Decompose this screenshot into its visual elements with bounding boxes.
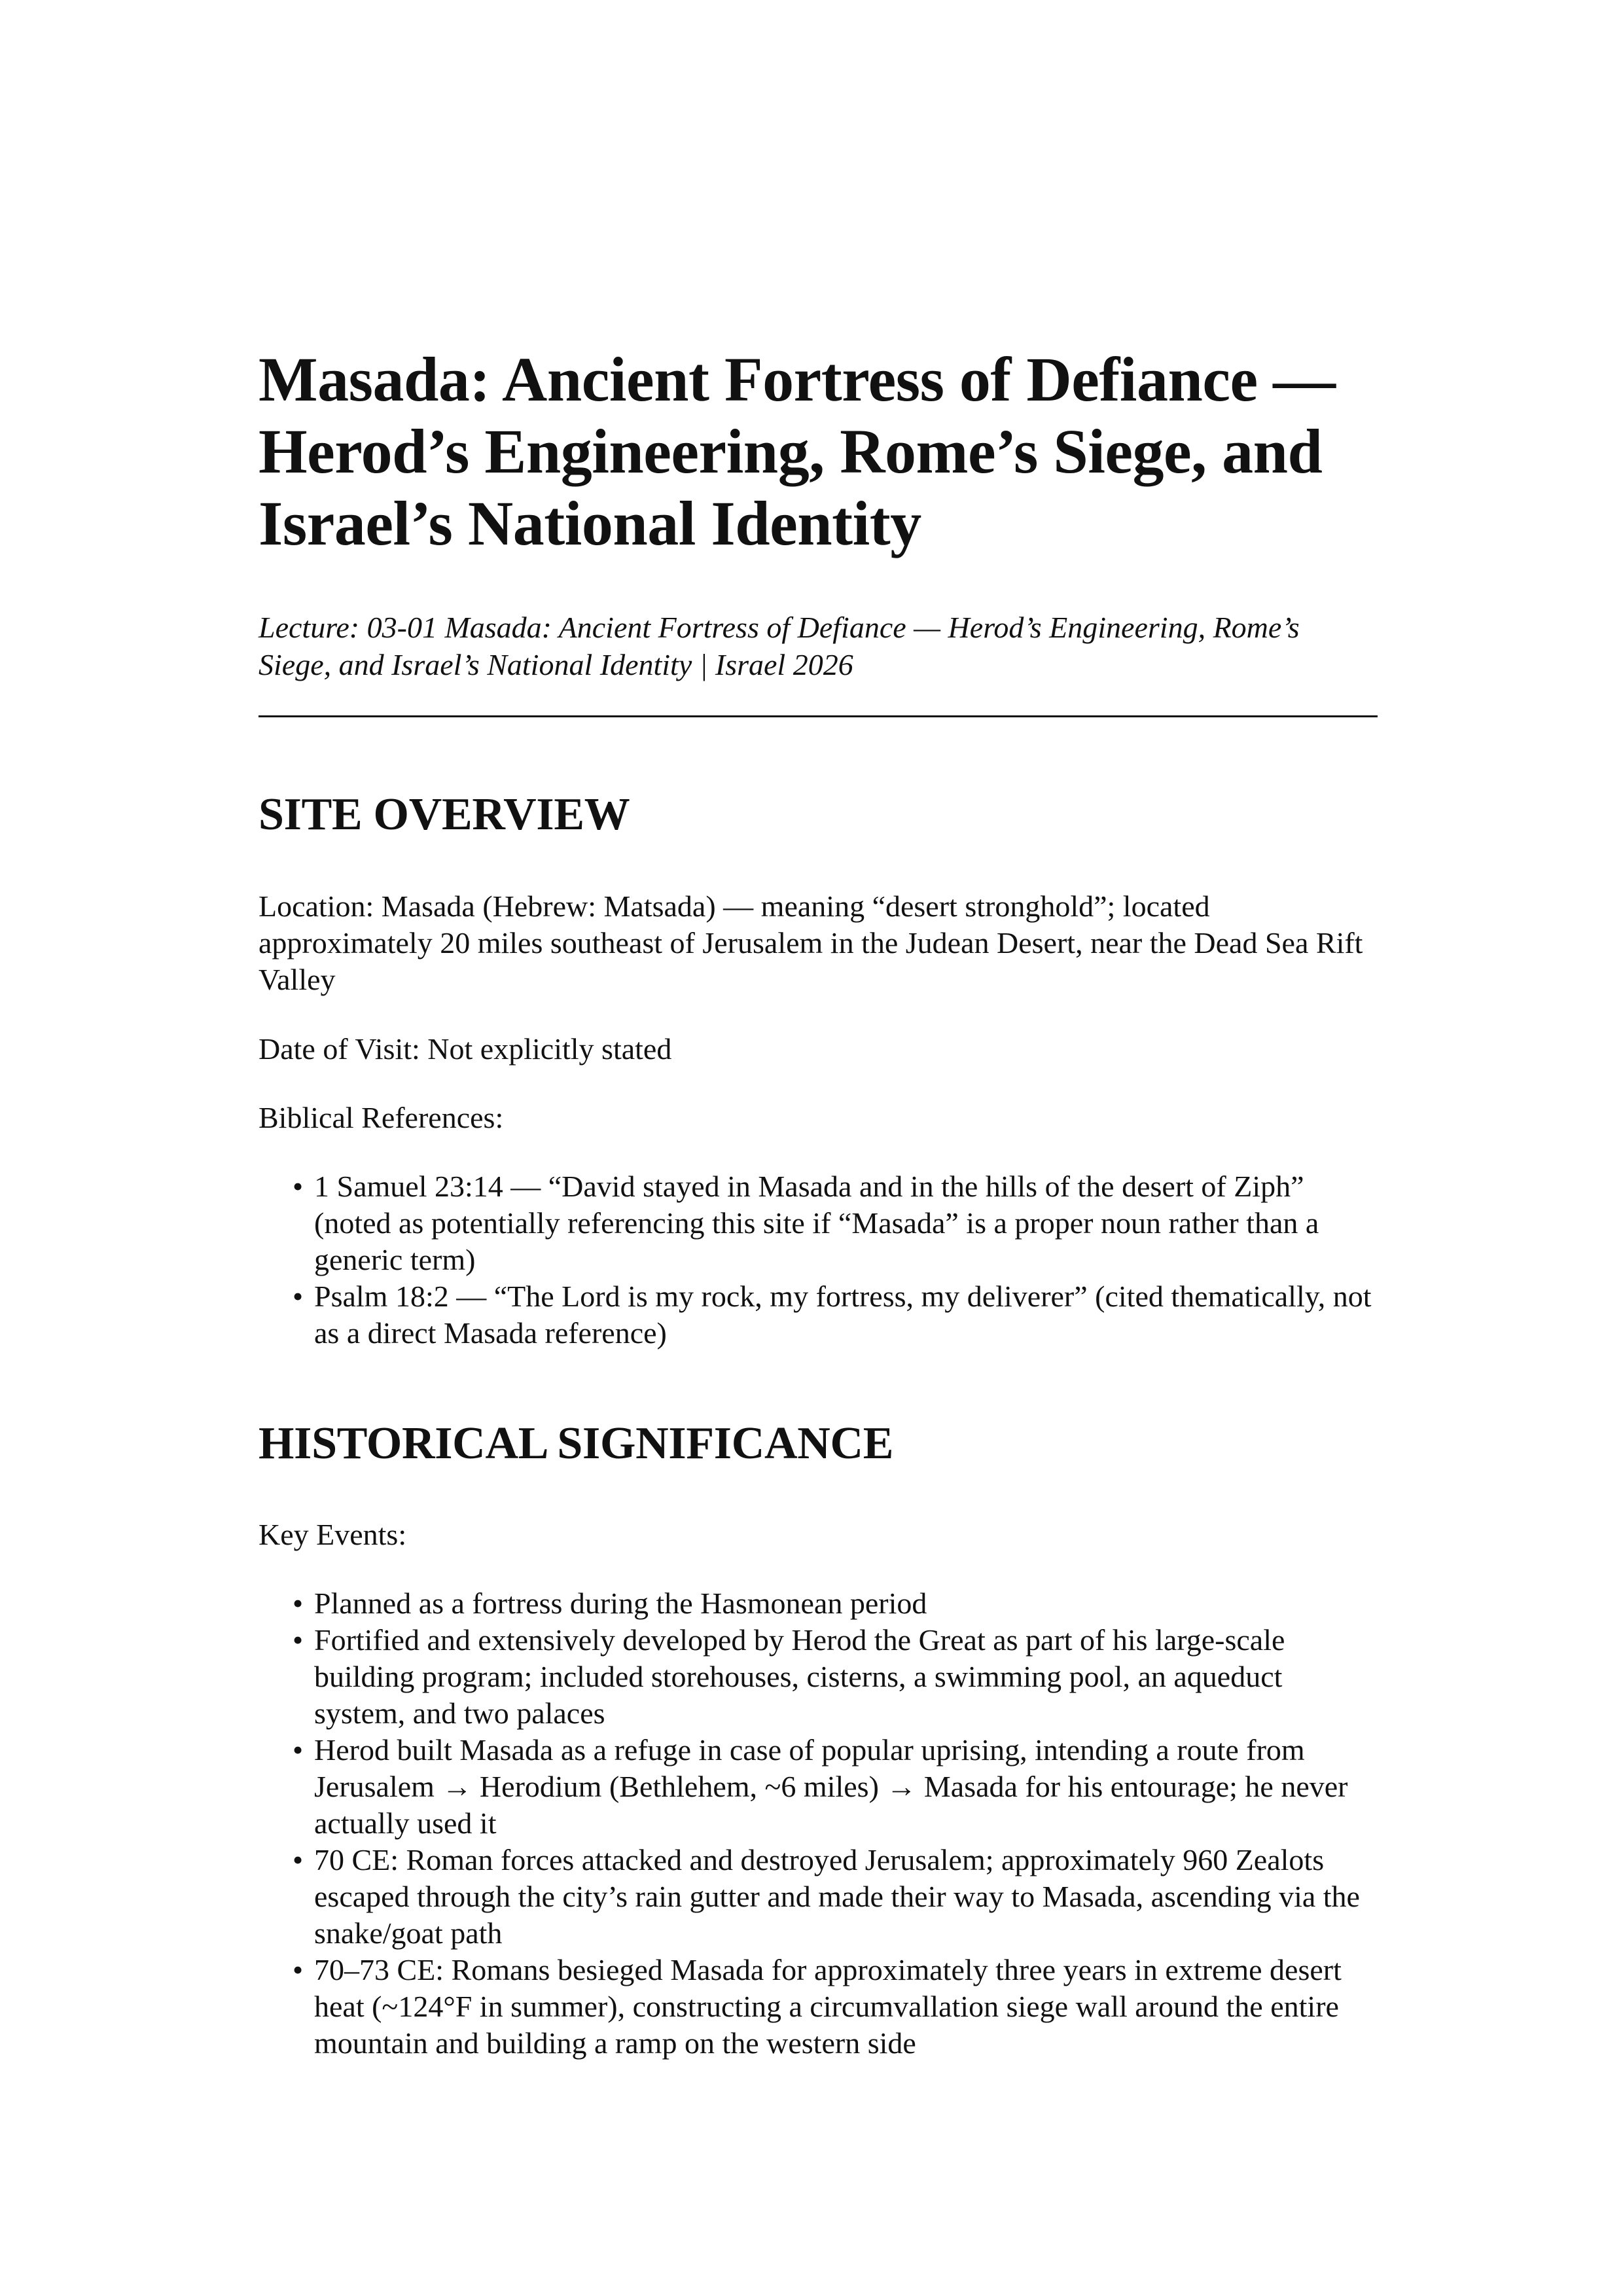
site-overview-heading: SITE OVERVIEW (259, 789, 630, 840)
list-item (259, 1278, 1378, 1352)
bullet-icon: • (293, 1953, 304, 1986)
bullet-icon: • (293, 1587, 304, 1620)
key-events-list (259, 1585, 1378, 2062)
bullet-icon: • (293, 1280, 304, 1313)
event-text: Fortified and extensively developed by Herod the Great as part of his large-scale building program; included storehouses, cisterns, a swimming pool, an aqueduct system, and two palaces (314, 1623, 1285, 1730)
historical-significance-heading: HISTORICAL SIGNIFICANCE (259, 1418, 894, 1469)
list-item (259, 1168, 1378, 1278)
bullet-icon: • (293, 1843, 304, 1876)
bullet-icon: • (293, 1733, 304, 1767)
bullet-icon: • (293, 1623, 304, 1657)
list-item (259, 1732, 1378, 1842)
reference-text: Psalm 18:2 — “The Lord is my rock, my fortress, my deliverer” (cited thematically, not as a direct Masada reference) (314, 1280, 1372, 1350)
list-item (259, 1952, 1378, 2062)
header-divider (259, 715, 1378, 717)
location-paragraph: Location: Masada (Hebrew: Matsada) — meaning “desert stronghold”; located approximately 20 miles southeast of Jerusalem in the Judean Desert, near the Dead Sea Rift Valley (259, 889, 1363, 996)
event-text: Planned as a fortress during the Hasmonean period (314, 1587, 927, 1620)
key-events-label: Key Events: (259, 1518, 407, 1551)
biblical-references-list (259, 1168, 1378, 1352)
list-item (259, 1585, 1378, 1622)
list-item (259, 1842, 1378, 1952)
list-item (259, 1622, 1378, 1732)
bullet-icon: • (293, 1170, 304, 1203)
event-text: 70–73 CE: Romans besieged Masada for approximately three years in extreme desert heat (~124°F in summer), constructing a circumvallation siege wall around the entire mountain and building a ramp on the western side (314, 1953, 1342, 2060)
reference-text: 1 Samuel 23:14 — “David stayed in Masada and in the hills of the desert of Ziph” (noted as potentially referencing this site if “Masada” is a proper noun rather than a generic term) (314, 1170, 1319, 1276)
event-text: 70 CE: Roman forces attacked and destroyed Jerusalem; approximately 960 Zealots escaped through the city’s rain gutter and made their way to Masada, ascending via the snake/goat path (314, 1843, 1360, 1950)
event-text: Herod built Masada as a refuge in case of popular uprising, intending a route from Jerusalem → Herodium (Bethlehem, ~6 miles) → Masada for his entourage; he never actually used it (314, 1733, 1348, 1840)
lecture-subtitle: Lecture: 03-01 Masada: Ancient Fortress of Defiance — Herod’s Engineering, Rome’s Siege, and Israel’s National Identity | Israel 2026 (259, 611, 1300, 681)
date-of-visit: Date of Visit: Not explicitly stated (259, 1032, 672, 1066)
document-title: Masada: Ancient Fortress of Defiance — Herod’s Engineering, Rome’s Siege, and Israel’s National Identity (259, 344, 1336, 558)
biblical-references-label: Biblical References: (259, 1101, 504, 1134)
